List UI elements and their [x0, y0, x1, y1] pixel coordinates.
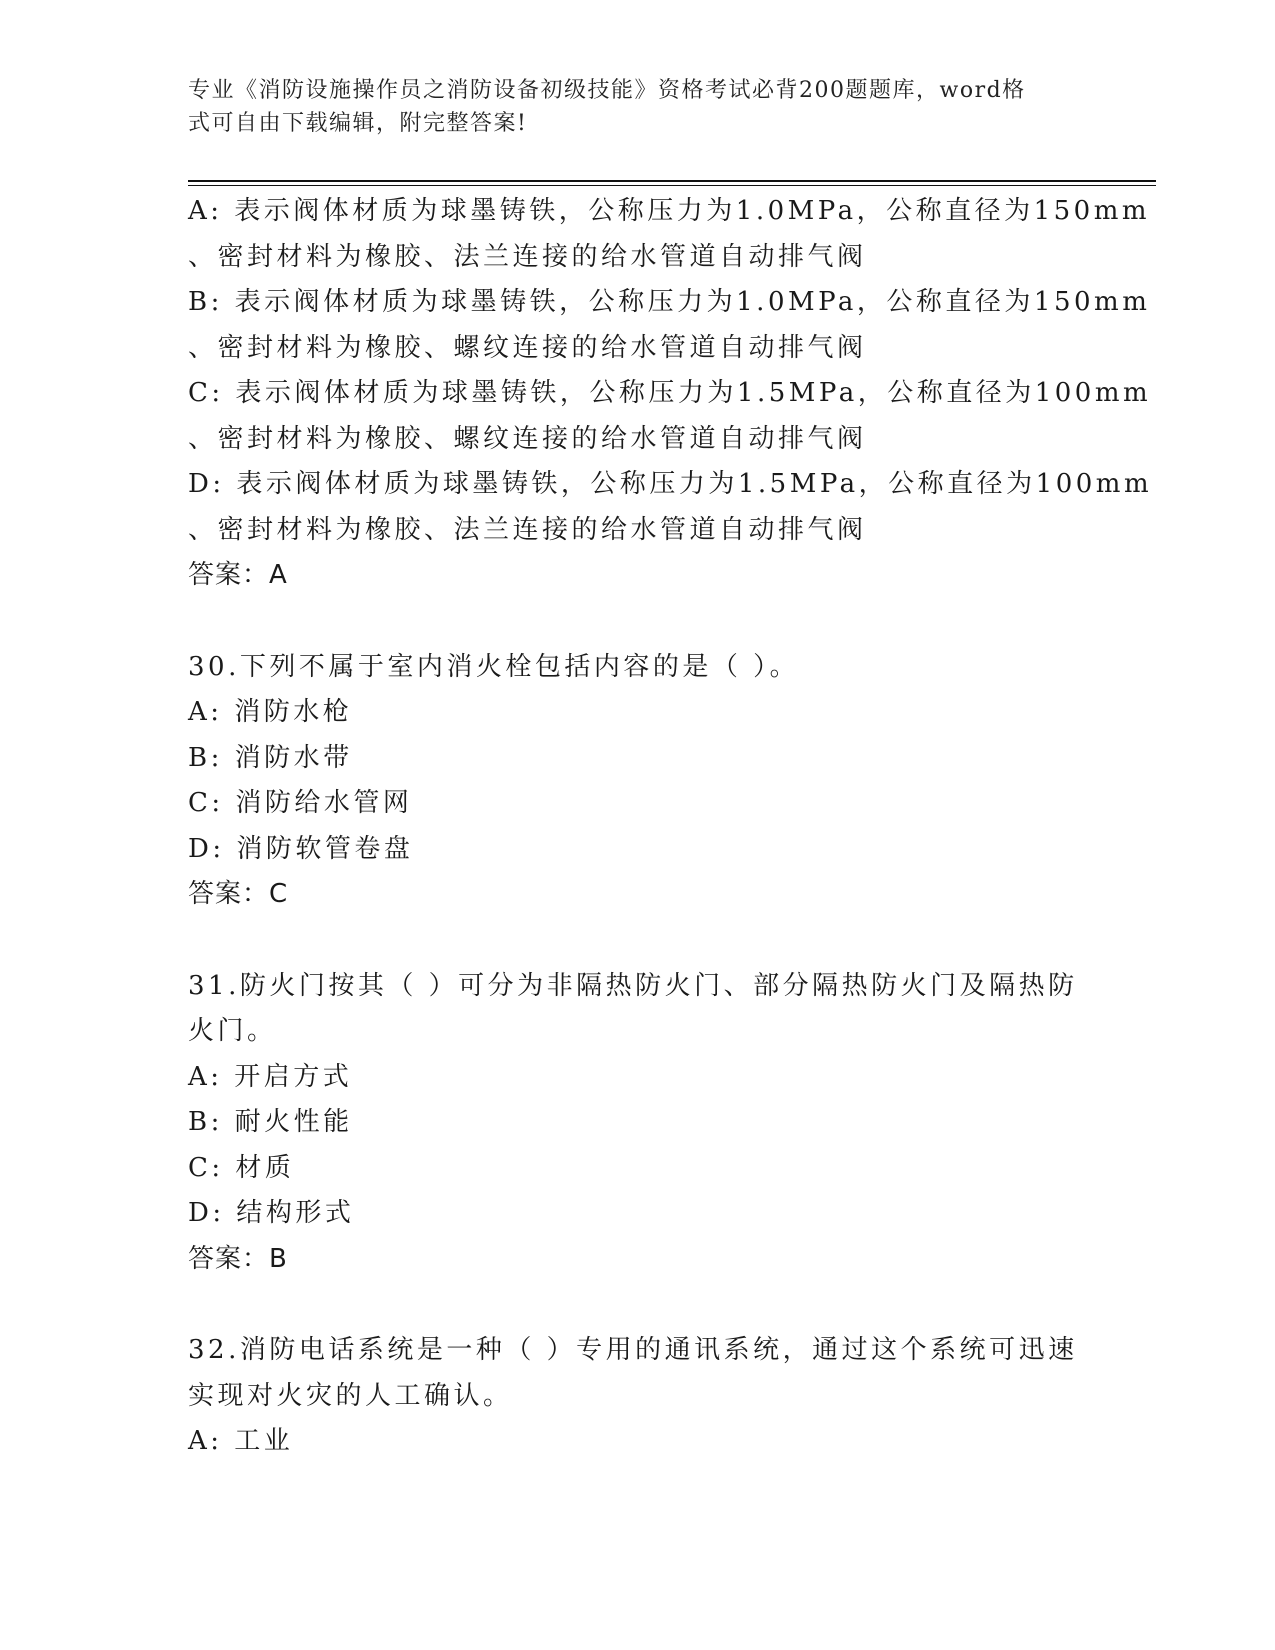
option-c-line-1: C: 表示阀体材质为球墨铸铁，公称压力为1.5MPa，公称直径为100mm: [188, 378, 1152, 408]
answer-label: 答案：C: [188, 879, 289, 909]
question-list: [188, 189, 1153, 1465]
question-stem-line-2: 实现对火灾的人工确认。: [188, 1380, 513, 1411]
question-block-prev: [188, 189, 1153, 599]
question-stem: 30.下列不属于室内消火栓包括内容的是（ ）。: [188, 651, 800, 682]
question-stem-line-1: 31.防火门按其（ ）可分为非隔热防火门、部分隔热防火门及隔热防: [188, 970, 1078, 1001]
header-divider-thin: [188, 185, 1156, 186]
header-divider-thick: [188, 180, 1156, 182]
option-b-line-1: B: 表示阀体材质为球墨铸铁，公称压力为1.0MPa，公称直径为150mm: [188, 287, 1151, 317]
question-block-30: [188, 645, 1088, 918]
option-c: C: 消防给水管网: [188, 788, 413, 818]
option-d: D: 消防软管卷盘: [188, 833, 414, 864]
option-a-line-1: A: 表示阀体材质为球墨铸铁，公称压力为1.0MPa，公称直径为150mm: [188, 196, 1151, 226]
question-block-32: [188, 1328, 1088, 1465]
option-d-line-2: 、密封材料为橡胶、法兰连接的给水管道自动排气阀: [188, 514, 867, 545]
question-stem-line-2: 火门。: [188, 1016, 277, 1046]
option-b-line-2: 、密封材料为橡胶、螺纹连接的给水管道自动排气阀: [188, 332, 867, 363]
option-a: A: 工业: [188, 1426, 294, 1456]
option-b: B: 耐火性能: [188, 1107, 353, 1137]
option-d-line-1: D: 表示阀体材质为球墨铸铁，公称压力为1.5MPa，公称直径为100mm: [188, 469, 1153, 499]
option-b: B: 消防水带: [188, 742, 353, 773]
option-a-line-2: 、密封材料为橡胶、法兰连接的给水管道自动排气阀: [188, 241, 867, 272]
question-block-31: [188, 964, 1088, 1283]
header-line-1: 专业《消防设施操作员之消防设备初级技能》资格考试必背200题题库，word格: [188, 78, 1026, 103]
question-stem-line-1: 32.消防电话系统是一种（ ）专用的通讯系统，通过这个系统可迅速: [188, 1335, 1078, 1365]
option-c-line-2: 、密封材料为橡胶、螺纹连接的给水管道自动排气阀: [188, 423, 867, 454]
document-header: [188, 74, 1068, 140]
option-c: C: 材质: [188, 1152, 295, 1183]
header-line-2: 式可自由下载编辑，附完整答案!: [188, 111, 528, 136]
option-a: A: 开启方式: [188, 1061, 353, 1092]
option-a: A: 消防水枪: [188, 697, 353, 727]
option-d: D: 结构形式: [188, 1198, 355, 1228]
answer-label: 答案：B: [188, 1243, 288, 1274]
answer-label: 答案：A: [188, 560, 288, 590]
